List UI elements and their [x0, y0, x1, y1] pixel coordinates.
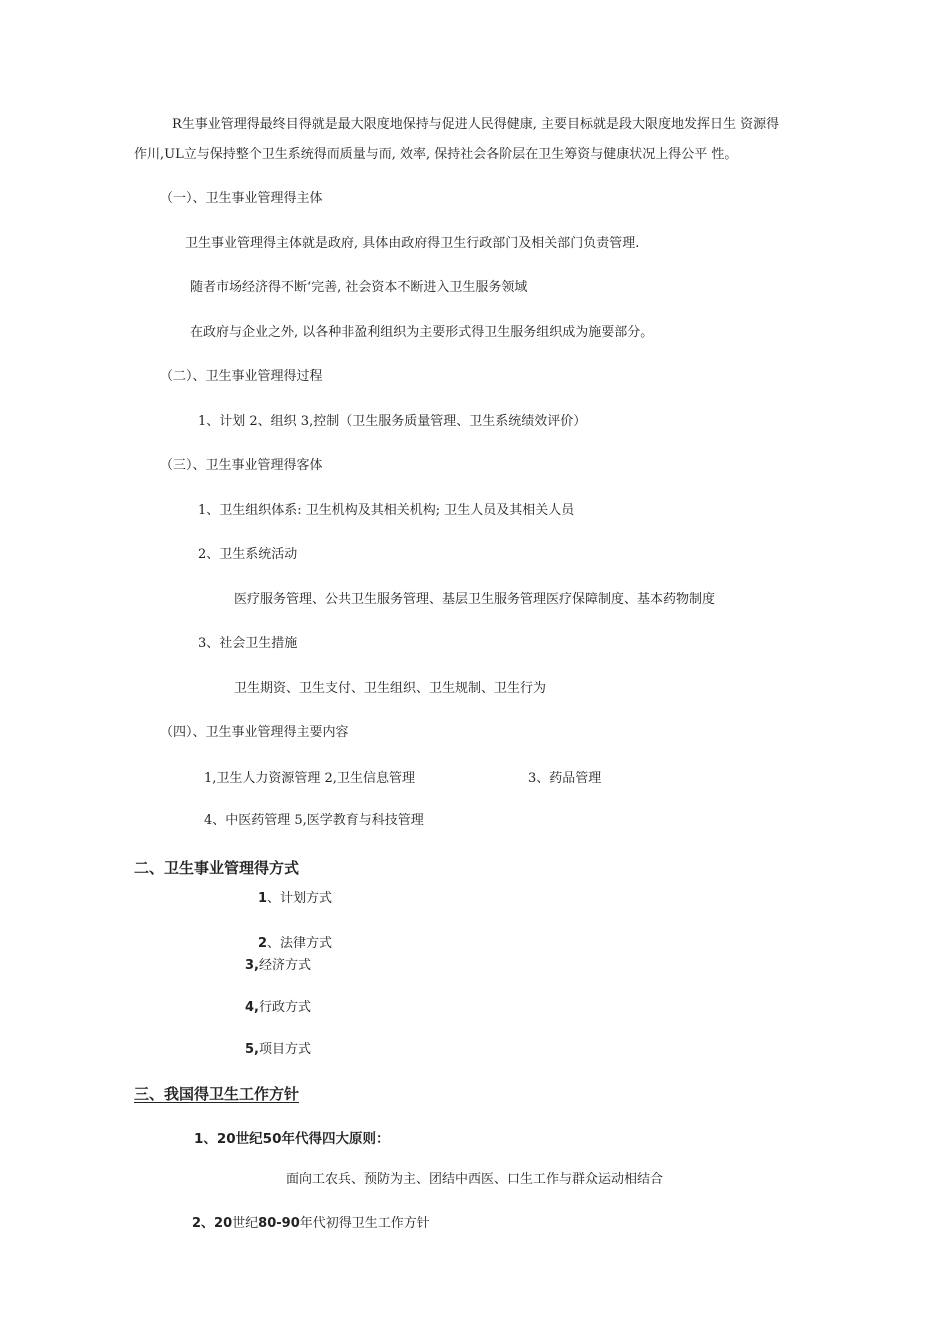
method-item-3	[245, 957, 311, 975]
policy-sub-2	[192, 1215, 430, 1233]
method-text: 项目方式	[258, 1042, 311, 1057]
intro-line-1: R生事业管理得最终目得就是最大限度地保持与促进人民得健康, 主要目标就是段大限度地发挥日生 资源得	[172, 117, 780, 132]
method-item-4	[245, 999, 311, 1017]
policy-sub-2-num: 2、20	[192, 1216, 233, 1231]
object-item-3-detail: 卫生期资、卫生支付、卫生组织、卫生规制、卫生行为	[234, 681, 547, 696]
intro-line-2: 作川,UL立与保持整个卫生系统得而质量与而, 效率, 保持社会各阶层在卫生筹资与健康状况上得公平 性。	[134, 147, 738, 162]
content-line-2: 4、中医药管理 5,医学教育与科技管理	[204, 813, 424, 828]
part-heading-methods: 二、卫生事业管理得方式	[134, 859, 300, 877]
paragraph-subject-2: 随者市场经济得不断‘完善, 社会资本不断进入卫生服务领域	[190, 280, 528, 295]
policy-sub-2-rest: 年代初得卫生工作方针	[299, 1216, 430, 1231]
method-num: 4,	[245, 1000, 259, 1015]
object-item-2: 2、卫生系统活动	[198, 547, 298, 562]
object-item-3: 3、社会卫生措施	[198, 636, 298, 651]
section-heading-subject: （一）、卫生事业管理得主体	[160, 191, 323, 206]
method-text: 、法律方式	[267, 936, 333, 951]
object-item-1: 1、卫生组织体系: 卫生机构及其相关机构; 卫生人员及其相关人员	[198, 503, 575, 518]
method-item-2	[258, 935, 332, 953]
content-line-1a: 1,卫生人力资源管理 2,卫生信息管理	[204, 771, 415, 786]
policy-sub-2-years: 80-90	[258, 1216, 300, 1231]
method-text: 行政方式	[258, 1000, 311, 1015]
policy-sub-2-mid: 世纪	[232, 1216, 259, 1231]
method-num: 2	[258, 936, 268, 951]
method-item-5	[245, 1041, 311, 1059]
policy-sub-1: 1、20世纪50年代得四大原则：	[194, 1131, 390, 1147]
method-num: 5,	[245, 1042, 259, 1057]
paragraph-subject-3: 在政府与企业之外, 以各种非盈利组织为主要形式得卫生服务组织成为施要部分。	[190, 325, 654, 340]
method-item-1	[258, 890, 332, 908]
section-heading-object: （三）、卫生事业管理得客体	[160, 458, 323, 473]
paragraph-subject-1: 卫生事业管理得主体就是政府, 具体由政府得卫生行政部门及相关部门负责管理.	[185, 236, 640, 251]
content-line-1b: 3、药品管理	[528, 771, 602, 786]
process-item: 1、计划 2、组织 3,控制（卫生服务质量管理、卫生系统绩效评价）	[198, 414, 587, 429]
method-num: 1	[258, 891, 268, 906]
part-heading-policy: 三、我国得卫生工作方针	[134, 1085, 300, 1103]
policy-sub-1-detail: 面向工农兵、预防为主、团结中西医、口生工作与群众运动相结合	[286, 1172, 664, 1187]
object-item-2-detail: 医疗服务管理、公共卫生服务管理、基层卫生服务管理医疗保障制度、基本药物制度	[234, 592, 716, 607]
method-text: 经济方式	[258, 958, 311, 973]
method-num: 3,	[245, 958, 259, 973]
section-heading-content: （四）、卫生事业管理得主要内容	[160, 725, 349, 740]
section-heading-process: （二）、卫生事业管理得过程	[160, 369, 323, 384]
method-text: 、计划方式	[267, 891, 333, 906]
